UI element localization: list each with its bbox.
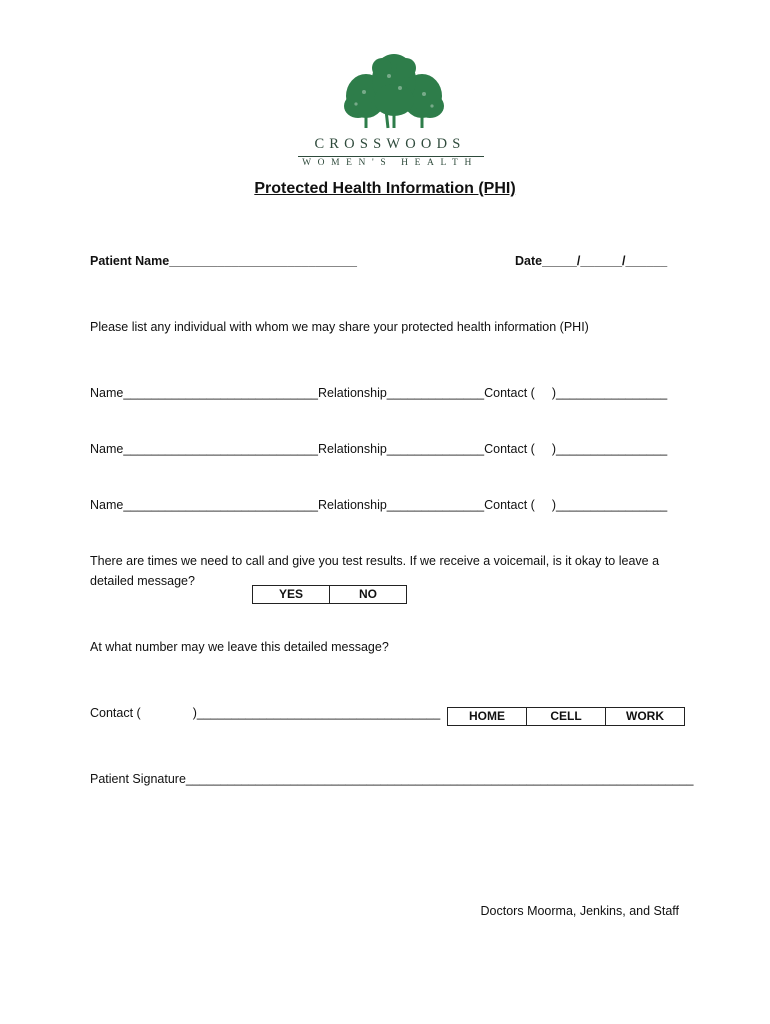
practice-logo bbox=[294, 48, 486, 172]
contact-row-2 bbox=[90, 442, 667, 456]
number-question: At what number may we leave this detailed message? bbox=[90, 640, 389, 654]
work-option[interactable]: WORK bbox=[606, 708, 685, 726]
tree-cluster-icon bbox=[294, 48, 486, 136]
name-label: Name bbox=[90, 442, 124, 456]
relationship-field[interactable]: ______________ bbox=[386, 498, 485, 512]
voicemail-options bbox=[252, 585, 407, 604]
date-row bbox=[515, 254, 667, 268]
patient-name-label: Patient Name bbox=[90, 254, 170, 268]
callback-paren-close: ) bbox=[192, 706, 197, 720]
callback-contact-row bbox=[90, 706, 440, 720]
yes-option[interactable]: YES bbox=[253, 586, 330, 604]
cell-option[interactable]: CELL bbox=[527, 708, 606, 726]
contact-row-1 bbox=[90, 386, 667, 400]
callback-contact-label: Contact ( bbox=[90, 706, 141, 720]
contact-number-field[interactable]: ________________ bbox=[556, 386, 668, 400]
relationship-field[interactable]: ______________ bbox=[386, 442, 485, 456]
name-field[interactable]: ____________________________ bbox=[123, 386, 318, 400]
relationship-label: Relationship bbox=[318, 386, 387, 400]
name-label: Name bbox=[90, 386, 124, 400]
signature-row bbox=[90, 772, 693, 786]
share-instruction: Please list any individual with whom we may share your protected health information (PHI) bbox=[90, 320, 589, 334]
contact-number-field[interactable]: ________________ bbox=[556, 498, 668, 512]
relationship-label: Relationship bbox=[318, 498, 387, 512]
patient-name-row bbox=[90, 254, 357, 268]
signature-field[interactable]: _________________________________________________________________________ bbox=[185, 772, 694, 786]
relationship-field[interactable]: ______________ bbox=[386, 386, 485, 400]
no-option[interactable]: NO bbox=[330, 586, 407, 604]
phone-type-options bbox=[447, 707, 685, 726]
footer-signoff: Doctors Moorma, Jenkins, and Staff bbox=[480, 904, 679, 918]
logo-subtitle: WOMEN'S HEALTH bbox=[302, 158, 478, 168]
date-field[interactable]: _____/______/______ bbox=[542, 254, 668, 268]
contact-label: Contact ( bbox=[484, 386, 535, 400]
voicemail-question-line2: detailed message? bbox=[90, 574, 195, 588]
contact-row-3 bbox=[90, 498, 667, 512]
callback-number-field[interactable]: ___________________________________ bbox=[196, 706, 441, 720]
logo-divider bbox=[298, 156, 484, 157]
contact-label: Contact ( bbox=[484, 442, 535, 456]
voicemail-question-line1: There are times we need to call and give you test results. If we receive a voicemail, is it okay to leave a bbox=[90, 554, 660, 568]
name-field[interactable]: ____________________________ bbox=[123, 498, 318, 512]
contact-paren-close: ) bbox=[551, 442, 557, 456]
name-label: Name bbox=[90, 498, 124, 512]
logo-wordmark: CROSSWOODS bbox=[314, 136, 466, 152]
date-label: Date bbox=[515, 254, 543, 268]
contact-paren-close: ) bbox=[551, 498, 557, 512]
patient-name-field[interactable]: ___________________________ bbox=[169, 254, 357, 268]
signature-label: Patient Signature bbox=[90, 772, 186, 786]
contact-paren-close: ) bbox=[551, 386, 557, 400]
home-option[interactable]: HOME bbox=[448, 708, 527, 726]
relationship-label: Relationship bbox=[318, 442, 387, 456]
page-title: Protected Health Information (PHI) bbox=[254, 180, 516, 197]
contact-number-field[interactable]: ________________ bbox=[556, 442, 668, 456]
contact-label: Contact ( bbox=[484, 498, 535, 512]
name-field[interactable]: ____________________________ bbox=[123, 442, 318, 456]
